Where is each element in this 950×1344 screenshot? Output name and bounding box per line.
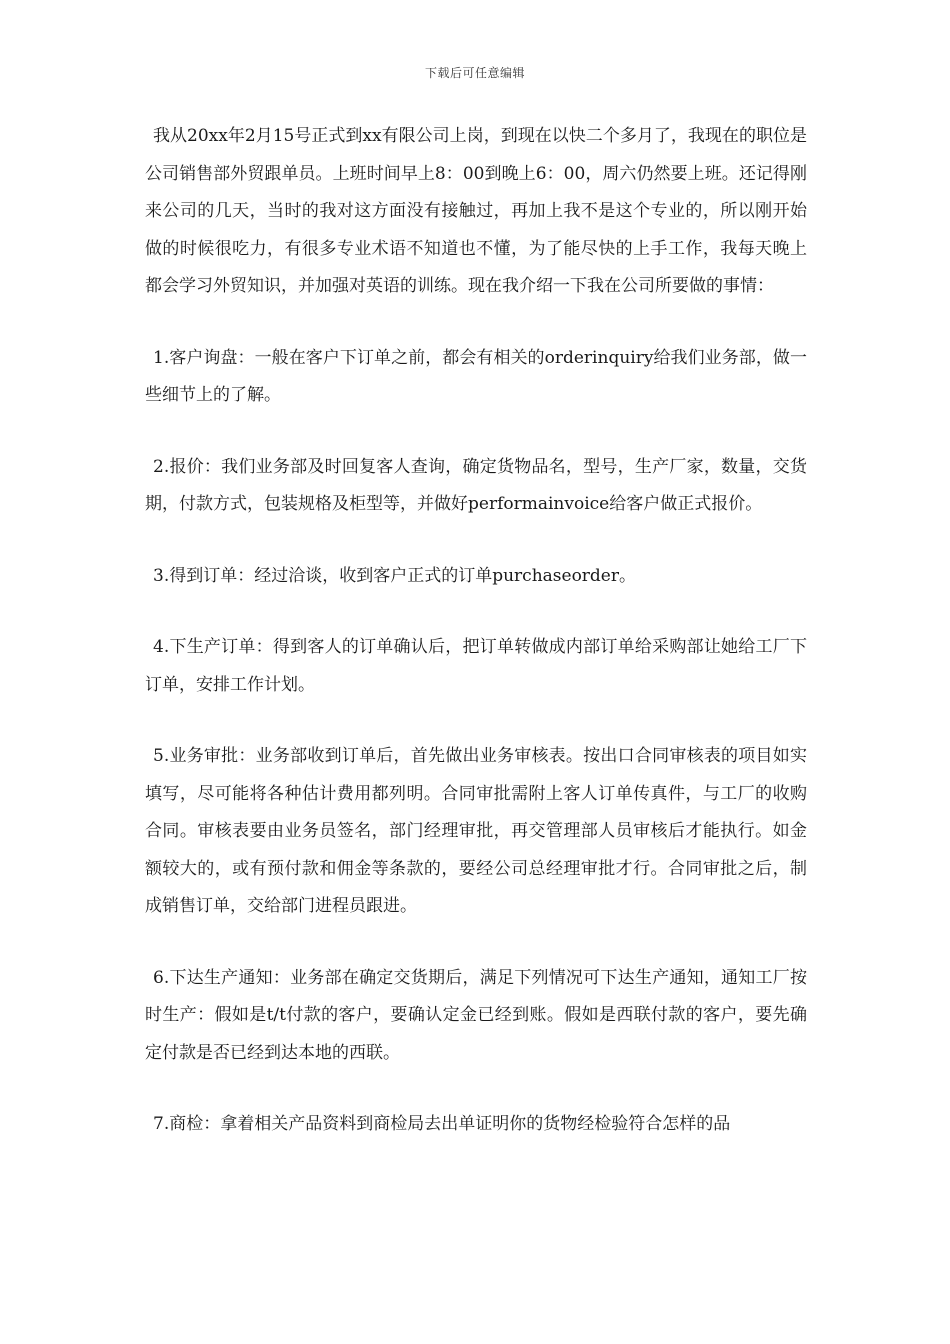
paragraph-text: 3.得到订单：经过洽谈，收到客户正式的订单purchaseorder。 xyxy=(153,565,636,586)
paragraph-text: 5.业务审批：业务部收到订单后，首先做出业务审核表。按出口合同审核表的项目如实填写，尽可能将各种估计费用都列明。合同审批需附上客人订单传真件，与工厂的收购合同。审核表要由业务员签名，部门经理审批，再交管理部人员审核后才能执行。如金额较大的，或有预付款和佣金等条款的，要经公司总经理审批才行。合同审批之后，制成销售订单，交给部门进程员跟进。 xyxy=(145,746,807,916)
paragraph-item-3 xyxy=(145,558,807,596)
paragraph-intro xyxy=(145,118,807,306)
paragraph-item-1 xyxy=(145,340,807,415)
paragraph-text: 7.商检：拿着相关产品资料到商检局去出单证明你的货物经检验符合怎样的品 xyxy=(153,1114,731,1134)
paragraph-item-2 xyxy=(145,449,807,524)
paragraph-item-7 xyxy=(145,1106,807,1144)
paragraph-text: 2.报价：我们业务部及时回复客人查询，确定货物品名，型号，生产厂家，数量，交货期，付款方式，包装规格及柜型等，并做好performainvoice给客户做正式报价。 xyxy=(145,456,807,514)
paragraph-item-5 xyxy=(145,738,807,926)
paragraph-item-4 xyxy=(145,629,807,704)
page-header: 下载后可任意编辑 xyxy=(424,66,525,80)
paragraph-text: 6.下达生产通知：业务部在确定交货期后，满足下列情况可下达生产通知，通知工厂按时生产：假如是t/t付款的客户，要确认定金已经到账。假如是西联付款的客户，要先确定付款是否已经到达本地的西联。 xyxy=(145,967,807,1063)
paragraph-text: 1.客户询盘：一般在客户下订单之前，都会有相关的orderinquiry给我们业务部，做一些细节上的了解。 xyxy=(145,347,807,405)
paragraph-text: 4.下生产订单：得到客人的订单确认后，把订单转做成内部订单给采购部让她给工厂下订单，安排工作计划。 xyxy=(145,637,807,695)
paragraph-item-6 xyxy=(145,960,807,1073)
document-body xyxy=(145,118,807,1178)
paragraph-text: 我从20xx年2月15号正式到xx有限公司上岗，到现在以快二个多月了，我现在的职位是公司销售部外贸跟单员。上班时间早上8：00到晚上6：00，周六仍然要上班。还记得刚来公司的几天，当时的我对这方面没有接触过，再加上我不是这个专业的，所以刚开始做的时候很吃力，有很多专业术语不知道也不懂，为了能尽快的上手工作，我每天晚上都会学习外贸知识，并加强对英语的训练。现在我介绍一下我在公司所要做的事情： xyxy=(145,126,807,296)
